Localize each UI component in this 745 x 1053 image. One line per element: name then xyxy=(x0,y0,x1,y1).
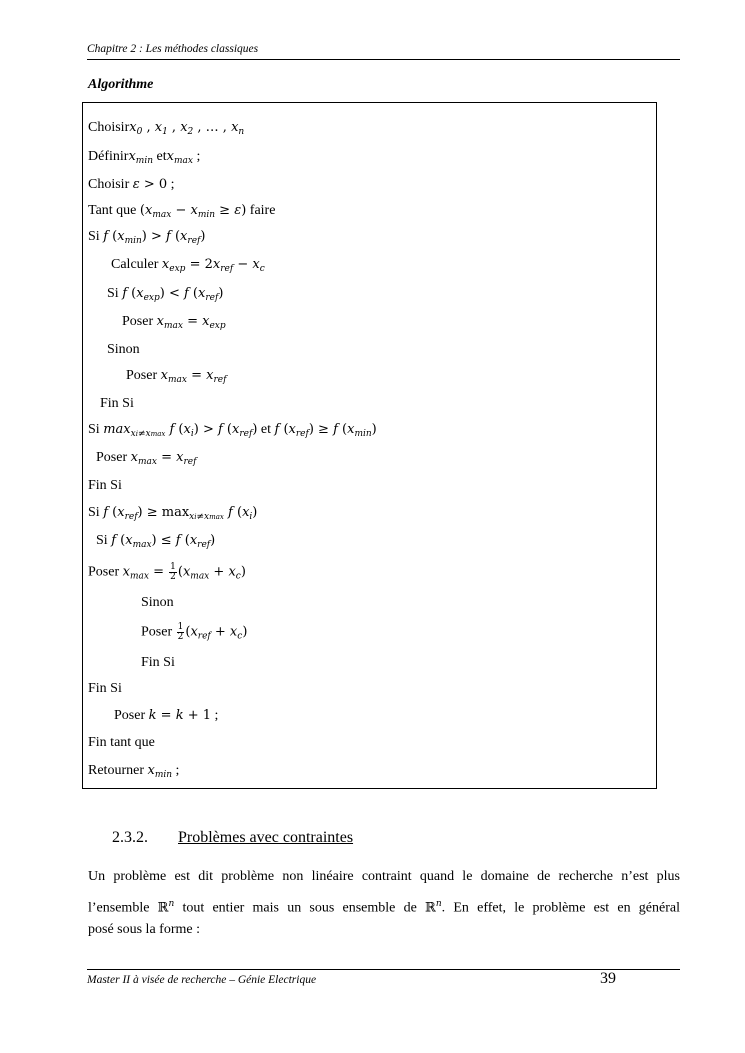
algo-line-10: Poser $x_{max} = x_{ref}$ xyxy=(126,368,227,385)
algo-line-17: Poser $x_{max}$ = $\frac{1}{2}$ $(x_{max} + x_c)$ xyxy=(88,562,246,582)
algo-line-3: Choisir ε > 0 ; xyxy=(88,177,175,192)
algo-line-7: Si f $(x_{exp}) < f$ $(x_{ref})$ xyxy=(107,286,224,303)
algo-line-19: Poser $\frac{1}{2}$ $(x_{ref} + x_c)$ xyxy=(141,622,248,642)
algo-line-23: Fin tant que xyxy=(88,735,155,750)
algo-line-6: Calculer $x_{exp} = 2x_{ref} - x_c$ xyxy=(111,257,265,274)
section-number: 2.3.2. xyxy=(112,829,148,846)
footer-rule xyxy=(87,969,680,970)
algo-line-4: Tant que $(x_{max} - x_{min} \ge \varepsilon)$ faire xyxy=(88,203,276,220)
algo-line-18: Sinon xyxy=(141,595,174,610)
header-rule xyxy=(87,59,680,60)
algo-line-13: Poser $x_{max} = x_{ref}$ xyxy=(96,450,197,467)
algo-line-11: Fin Si xyxy=(100,396,134,411)
algo-line-22: Poser k = k + 1 ; xyxy=(114,708,219,723)
page-number: 39 xyxy=(600,970,616,987)
algo-line-16: Si f $(x_{max}) \le f$ $(x_{ref})$ xyxy=(96,533,216,550)
section-title: Problèmes avec contraintes xyxy=(178,829,354,846)
algo-line-14: Fin Si xyxy=(88,478,122,493)
page-footer: Master II à visée de recherche – Génie Electrique xyxy=(87,974,317,986)
paragraph-line-3: posé sous la forme : xyxy=(88,922,200,937)
algorithm-title: Algorithme xyxy=(88,77,154,92)
algo-line-5: Si f $(x_{min}) > f$ $(x_{ref})$ xyxy=(88,229,206,246)
algo-line-21: Fin Si xyxy=(88,681,122,696)
algo-line-24: Retourner $x_{min}$ ; xyxy=(88,763,180,780)
algo-line-8: Poser $x_{max} = x_{exp}$ xyxy=(122,314,226,331)
algo-line-1: Choisirx$_0$ , $x_1$ , $x_2$ , … , $x_n$ xyxy=(88,120,245,137)
page-header: Chapitre 2 : Les méthodes classiques xyxy=(87,43,259,55)
paragraph-line-1: Un problème est dit problème non linéaire contraint quand le domaine de recherche n’est plus xyxy=(88,869,680,884)
algo-line-9: Sinon xyxy=(107,342,140,357)
paragraph-line-2: l’ensemble ℝ$^n$ tout entier mais un sous ensemble de ℝ$^n$. En effet, le problème est en général xyxy=(88,899,681,916)
algo-line-2: Définirx$_{min}$ etx$_{max}$ ; xyxy=(88,149,201,166)
algo-line-12: Si $\max_{xi\ne xmax} f$ $(x_i) > f$ $(x_{ref})$ et f $(x_{ref}) \ge f$ $(x_{min})$ xyxy=(88,422,377,439)
algo-line-20: Fin Si xyxy=(141,655,175,670)
algo-line-15: Si f $(x_{ref}) \ge \max_{xi\ne xmax} f$ $(x_i)$ xyxy=(88,505,258,522)
